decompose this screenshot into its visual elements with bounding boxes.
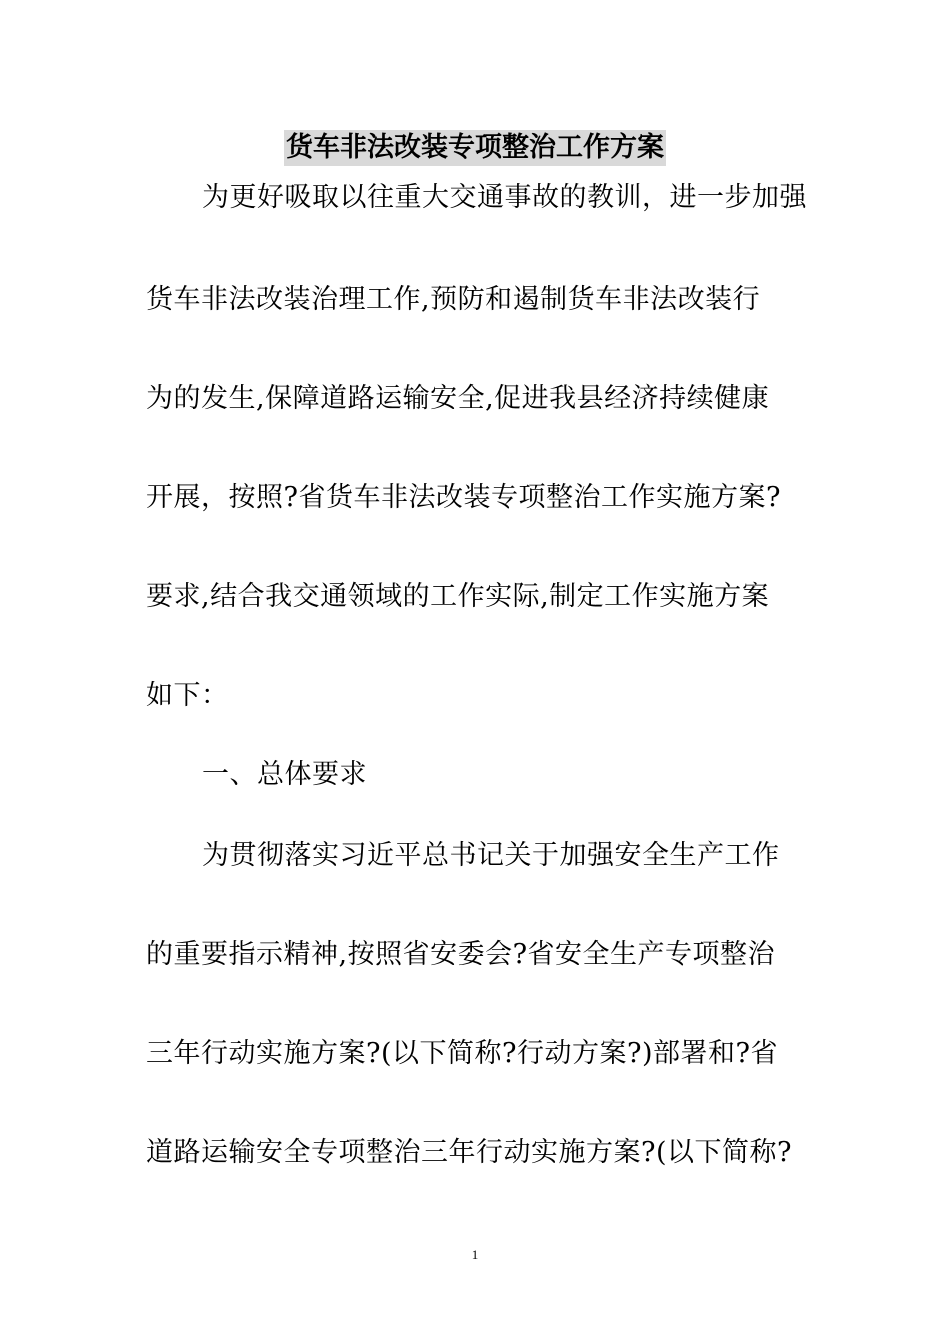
page-number: 1 (471, 1247, 479, 1262)
section-heading: 一、总体要求 (202, 759, 367, 790)
paragraph-line: 货车非法改装治理工作,预防和遏制货车非法改装行 (146, 284, 761, 315)
paragraph-line: 开展，按照?省货车非法改装专项整治工作实施方案? (146, 482, 781, 513)
paragraph-line: 三年行动实施方案?(以下简称?行动方案?)部署和?省 (146, 1038, 778, 1069)
paragraph-line: 为的发生,保障道路运输安全,促进我县经济持续健康 (146, 383, 770, 414)
paragraph-line: 为贯彻落实习近平总书记关于加强安全生产工作 (202, 840, 780, 871)
paragraph-line: 为更好吸取以往重大交通事故的教训，进一步加强 (202, 182, 807, 213)
title-wrapper (0, 130, 950, 166)
document-title: 货车非法改装专项整治工作方案 (284, 130, 666, 166)
paragraph-line: 道路运输安全专项整治三年行动实施方案?(以下简称? (146, 1137, 792, 1168)
paragraph-line: 的重要指示精神,按照省安委会?省安全生产专项整治 (146, 939, 776, 970)
paragraph-line: 要求,结合我交通领域的工作实际,制定工作实施方案 (146, 581, 770, 612)
paragraph-line: 如下： (146, 680, 229, 711)
